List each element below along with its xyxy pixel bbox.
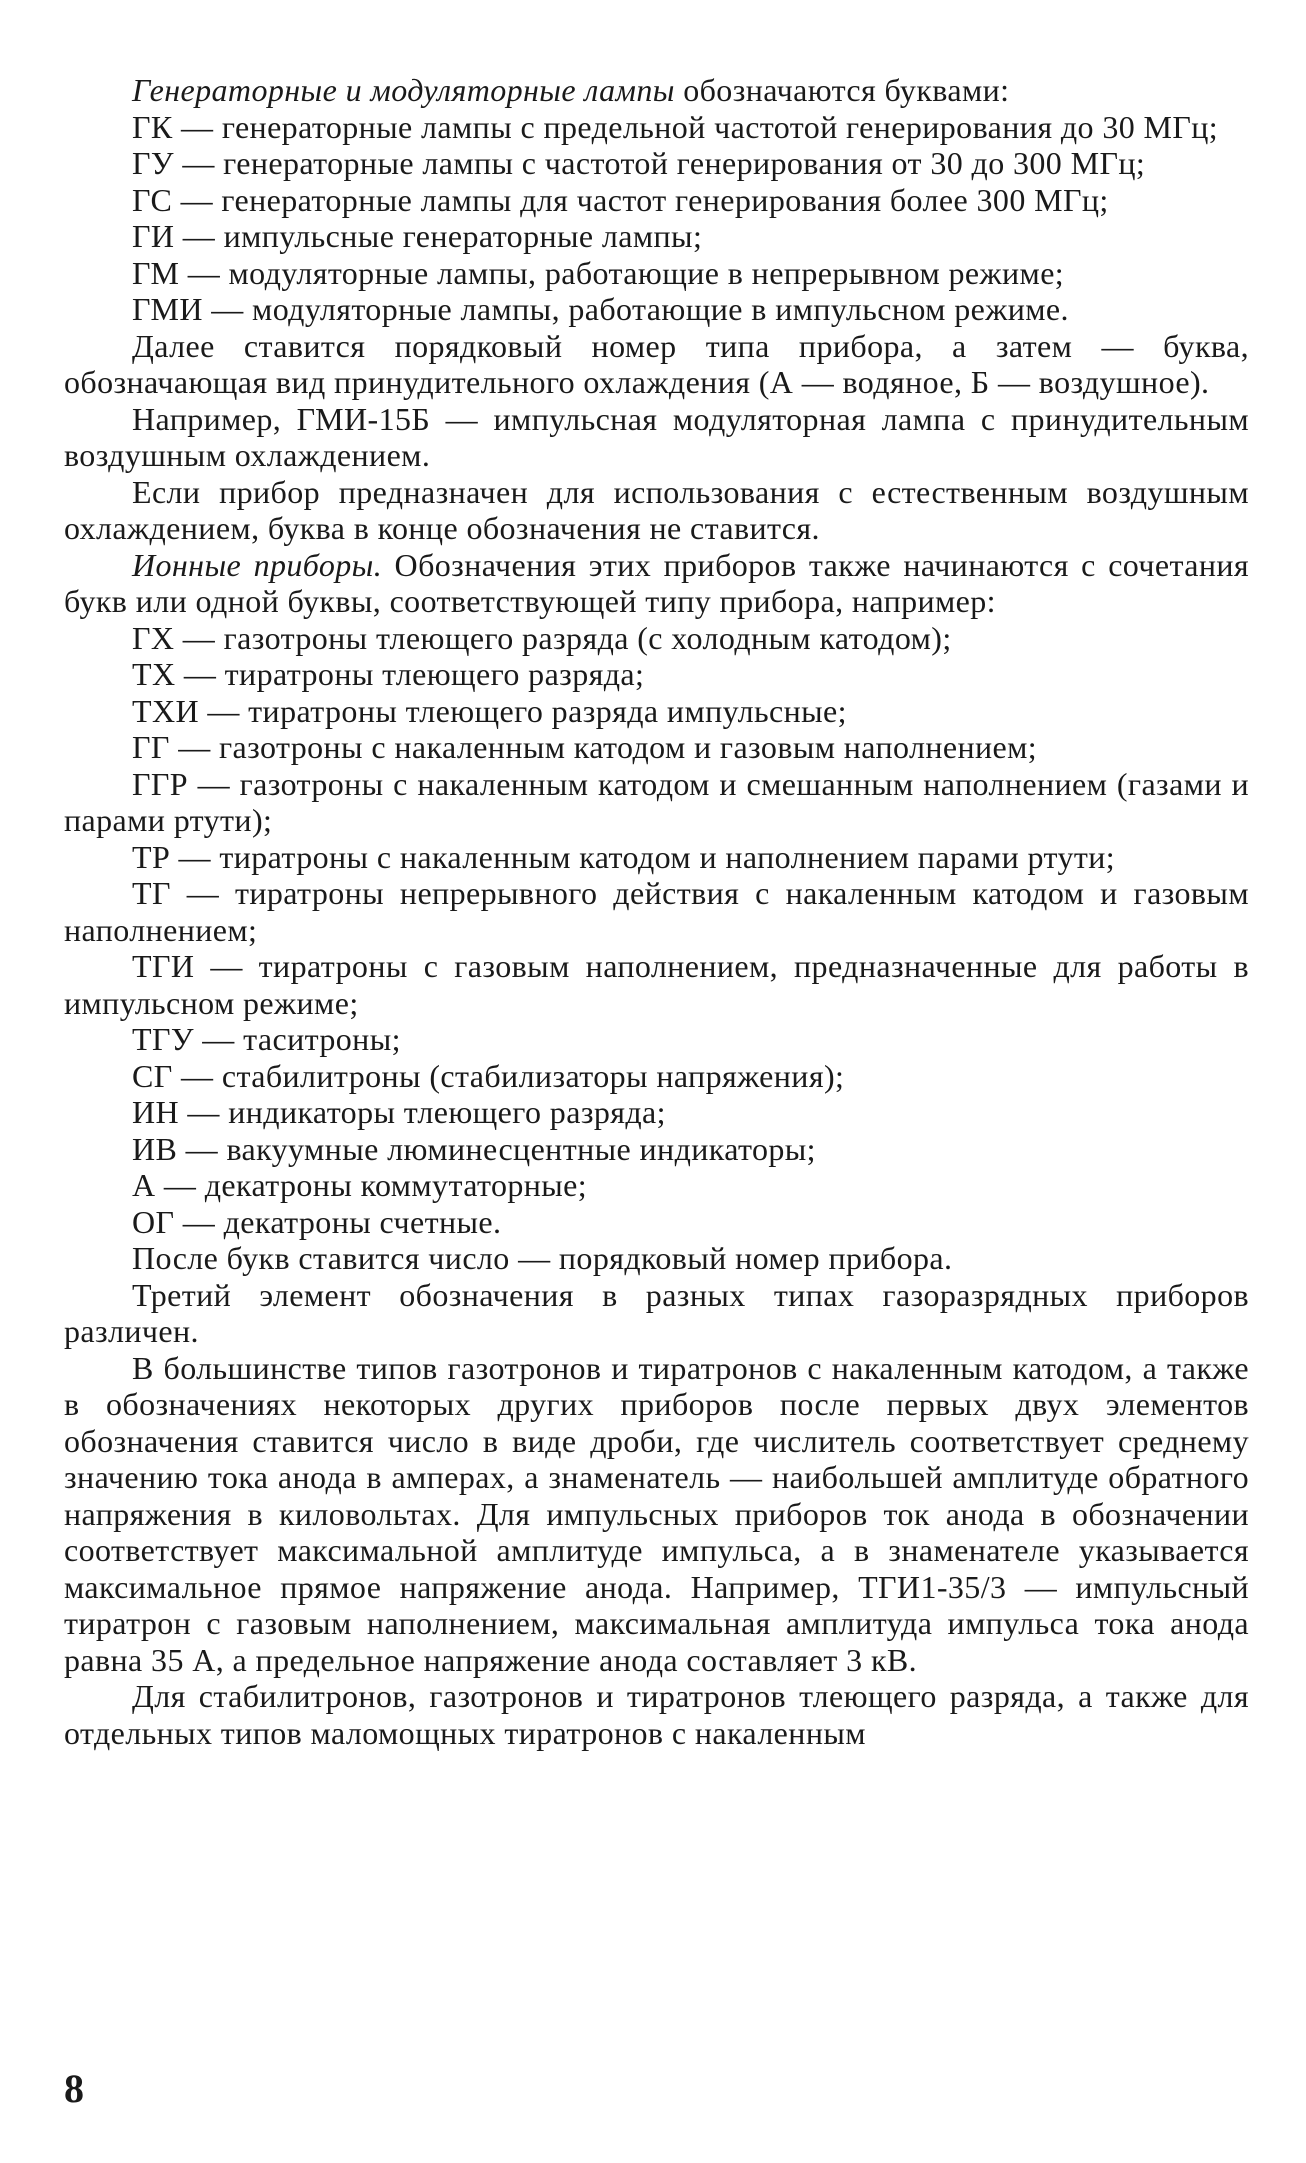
paragraph-lead-italic: Генераторные и модуляторные лампы (132, 72, 675, 108)
paragraph-p13 (64, 656, 1249, 693)
paragraph-text: Третий элемент обозначения в разных типах газоразрядных приборов различен. (64, 1276, 1249, 1349)
paragraph-text: Для стабилитронов, газотронов и тиратронов тлеющего разряда, а также для отдельных типов маломощных тиратронов с накаленным (64, 1678, 1249, 1751)
paragraph-text: Далее ставится порядковый номер типа прибора, а затем — буква, обозначающая вид принудительного охлаждения (А — водяное, Б — воздушное). (64, 327, 1249, 400)
paragraph-p7 (64, 291, 1249, 328)
paragraph-p20 (64, 1021, 1249, 1058)
paragraph-text: ТГИ — тиратроны с газовым наполнением, предназначенные для работы в импульсном режиме; (64, 948, 1249, 1021)
paragraph-text: ТГ — тиратроны непрерывного действия с накаленным катодом и газовым наполнением; (64, 875, 1249, 948)
paragraph-p23 (64, 1131, 1249, 1168)
paragraph-p2 (64, 109, 1249, 146)
paragraph-text: ИН — индикаторы тлеющего разряда; (132, 1094, 666, 1130)
paragraph-text: ГУ — генераторные лампы с частотой генерирования от 30 до 300 МГц; (132, 145, 1146, 181)
paragraph-p4 (64, 182, 1249, 219)
paragraph-p14 (64, 693, 1249, 730)
paragraph-p25 (64, 1204, 1249, 1241)
paragraph-p19 (64, 948, 1249, 1021)
paragraph-p29 (64, 1678, 1249, 1751)
paragraph-p27 (64, 1277, 1249, 1350)
paragraph-p21 (64, 1058, 1249, 1095)
paragraph-text: В большинстве типов газотронов и тиратронов с накаленным катодом, а также в обозначениях некоторых других приборов после первых двух элементов обозначения ставится число в виде дроби, где числитель соответствует среднему значению тока анода в амперах, а знаменатель — наибольшей амплитуде обратного напряжения в киловольтах. Для импульсных приборов ток анода в обозначении соответствует максимальной амплитуде импульса, а в знаменателе указывается максимальное прямое напряжение анода. Например, ТГИ1-35/3 — импульсный тиратрон с газовым наполнением, максимальная амплитуда импульса тока анода равна 35 А, а предельное напряжение анода составляет 3 кВ. (64, 1349, 1249, 1678)
paragraph-text: Если прибор предназначен для использования с естественным воздушным охлаждением, буква в конце обозначения не ставится. (64, 473, 1249, 546)
page-number: 8 (64, 2066, 84, 2111)
paragraph-p26 (64, 1240, 1249, 1277)
paragraph-p1 (64, 72, 1249, 109)
paragraph-text: ГК — генераторные лампы с предельной частотой генерирования до 30 МГц; (132, 108, 1219, 145)
paragraph-text: А — декатроны коммутаторные; (132, 1167, 588, 1203)
paragraph-text: ТГУ — таситроны; (132, 1021, 401, 1057)
paragraph-text: Обозначения этих приборов также начинаются с сочетания букв или одной буквы, соответствующей типу прибора, например: (64, 546, 1250, 619)
page-body (64, 72, 1249, 1751)
paragraph-p3 (64, 145, 1249, 182)
paragraph-p6 (64, 255, 1249, 292)
paragraph-text: ГГР — газотроны с накаленным катодом и смешанным наполнением (газами и парами ртути); (64, 765, 1249, 838)
paragraph-text: СГ — стабилитроны (стабилизаторы напряжения); (132, 1057, 845, 1094)
paragraph-p10 (64, 474, 1249, 547)
paragraph-p5 (64, 218, 1249, 255)
paragraph-p8 (64, 328, 1249, 401)
paragraph-p28 (64, 1350, 1249, 1679)
paragraph-text: ОГ — декатроны счетные. (132, 1203, 502, 1240)
paragraph-text: ГМ — модуляторные лампы, работающие в непрерывном режиме; (132, 254, 1065, 291)
paragraph-p9 (64, 401, 1249, 474)
paragraph-p11 (64, 547, 1249, 620)
paragraph-p22 (64, 1094, 1249, 1131)
paragraph-text: После букв ставится число — порядковый номер прибора. (132, 1240, 953, 1276)
paragraph-p15 (64, 729, 1249, 766)
paragraph-p18 (64, 875, 1249, 948)
paragraph-lead-italic: Ионные приборы. (132, 546, 383, 583)
paragraph-text: ГХ — газотроны тлеющего разряда (с холодным катодом); (132, 619, 952, 656)
paragraph-p16 (64, 766, 1249, 839)
paragraph-p24 (64, 1167, 1249, 1204)
paragraph-text: ГГ — газотроны с накаленным катодом и газовым наполнением; (132, 729, 1038, 765)
paragraph-text: ТР — тиратроны с накаленным катодом и наполнением парами ртути; (132, 838, 1116, 875)
paragraph-text: ГМИ — модуляторные лампы, работающие в импульсном режиме. (132, 291, 1069, 327)
paragraph-p17 (64, 839, 1249, 876)
paragraph-p12 (64, 620, 1249, 657)
paragraph-text: обозначаются буквами: (674, 72, 1010, 108)
paragraph-text: ГС — генераторные лампы для частот генерирования более 300 МГц; (132, 181, 1109, 218)
paragraph-text: ГИ — импульсные генераторные лампы; (132, 218, 703, 254)
paragraph-text: ТХИ — тиратроны тлеющего разряда импульсные; (132, 692, 847, 729)
paragraph-text: ИВ — вакуумные люминесцентные индикаторы; (132, 1130, 816, 1167)
paragraph-text: Например, ГМИ-15Б — импульсная модуляторная лампа с принудительным воздушным охлаждением. (64, 400, 1249, 473)
paragraph-text: ТХ — тиратроны тлеющего разряда; (132, 656, 645, 692)
